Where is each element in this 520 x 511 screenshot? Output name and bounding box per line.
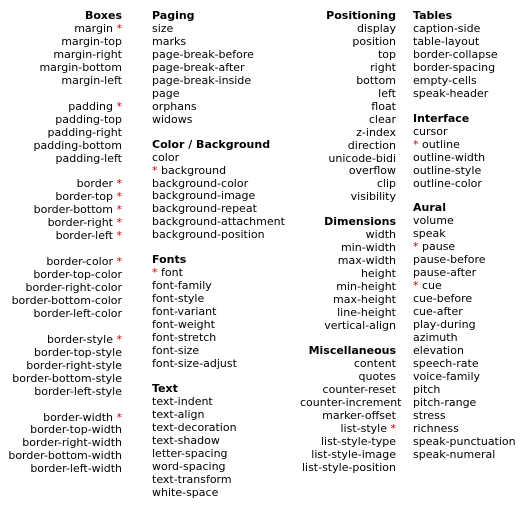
property-name: bottom — [356, 73, 396, 87]
property-name: clip — [376, 177, 396, 191]
shorthand-marker: * — [413, 240, 419, 254]
property-name: margin — [74, 22, 113, 35]
property-name: line-height — [337, 306, 396, 320]
property-name: border-spacing — [413, 60, 496, 74]
property-name: list-style — [340, 421, 387, 435]
property-name: speak-punctuation — [413, 434, 516, 448]
section-heading: Positioning — [326, 9, 396, 22]
property-name: z-index — [356, 125, 396, 139]
property-name: cue — [422, 279, 442, 293]
property-name: border-collapse — [413, 47, 498, 61]
property-name: margin-top — [61, 34, 122, 48]
property-name: cursor — [413, 124, 448, 138]
property-name: border-right — [47, 216, 113, 230]
property-name: clear — [368, 112, 396, 126]
property-name: richness — [413, 421, 459, 435]
property-visibility — [300, 191, 396, 204]
property-name: border-left-color — [33, 306, 122, 320]
property-name: speech-rate — [413, 356, 479, 370]
property-padding-left — [0, 153, 122, 166]
property-name: margin-bottom — [39, 60, 122, 74]
column-paging-color-fonts-text — [152, 9, 302, 500]
section-spacer — [152, 242, 302, 253]
property-name: marker-offset — [322, 408, 396, 422]
section-aural — [413, 201, 520, 461]
property-name: page — [152, 86, 180, 100]
section-heading: Aural — [413, 201, 446, 215]
property-name: background — [161, 163, 227, 177]
shorthand-marker: * — [116, 99, 122, 113]
property-name: background-color — [152, 176, 249, 190]
property-name: counter-increment — [300, 395, 402, 409]
property-name: stress — [413, 408, 446, 422]
property-name: margin-right — [53, 47, 122, 61]
property-name: vertical-align — [324, 319, 396, 333]
property-name: border-width — [43, 410, 113, 424]
section-interface — [413, 112, 520, 191]
property-name: min-height — [336, 280, 396, 294]
property-name: letter-spacing — [152, 446, 228, 460]
property-name: pitch-range — [413, 395, 477, 409]
property-name: max-height — [333, 293, 396, 307]
property-name: border-right-color — [25, 281, 122, 295]
property-name: min-width — [340, 241, 396, 255]
property-name: play-during — [413, 318, 476, 332]
property-name: border-right-style — [26, 358, 122, 372]
property-name: background-image — [152, 189, 256, 203]
property-name: max-width — [337, 254, 396, 268]
property-name: right — [370, 60, 396, 74]
property-name: border-style — [47, 332, 113, 346]
property-white-space — [152, 487, 302, 500]
property-name: quotes — [358, 369, 396, 383]
section-col1-group-5 — [0, 412, 122, 477]
shorthand-marker: * — [116, 177, 122, 191]
section-color-background — [152, 138, 302, 243]
shorthand-marker: * — [413, 279, 419, 293]
property-name: empty-cells — [413, 73, 477, 87]
property-name: cue-before — [413, 292, 473, 306]
property-outline-color — [413, 178, 520, 191]
section-col1-group-3 — [0, 256, 122, 321]
section-col1-group-2 — [0, 178, 122, 243]
property-border-left — [0, 230, 122, 243]
property-background-position — [152, 229, 302, 242]
section-heading: Interface — [413, 111, 470, 125]
property-name: border-bottom — [33, 203, 113, 217]
property-name: padding-bottom — [33, 138, 122, 152]
property-font-size-adjust — [152, 358, 302, 371]
property-name: padding-top — [55, 112, 122, 126]
property-name: color — [152, 150, 180, 164]
property-widows — [152, 114, 302, 127]
property-name: border-left-width — [30, 462, 122, 476]
property-name: padding — [68, 99, 113, 113]
property-name: cue-after — [413, 305, 463, 319]
property-name: font-size-adjust — [152, 356, 237, 370]
property-name: speak-header — [413, 86, 489, 100]
property-margin-left — [0, 75, 122, 88]
property-name: border-top — [55, 190, 113, 204]
property-name: pause — [422, 240, 456, 254]
section-fonts — [152, 253, 302, 371]
section-heading: Paging — [152, 9, 195, 22]
section-miscellaneous — [300, 343, 402, 475]
property-name: background-position — [152, 228, 265, 242]
property-name: word-spacing — [152, 459, 226, 473]
property-name: list-style-type — [320, 434, 396, 448]
property-name: font-stretch — [152, 331, 217, 345]
section-heading: Miscellaneous — [308, 343, 396, 357]
section-heading: Tables — [413, 9, 453, 22]
section-spacer — [413, 101, 520, 112]
section-col1-group-4 — [0, 334, 122, 399]
section-col1-group-1 — [0, 101, 122, 166]
property-name: border-bottom-color — [11, 293, 122, 307]
section-heading: Boxes — [84, 9, 122, 22]
section-spacer — [413, 190, 520, 201]
shorthand-marker: * — [152, 266, 158, 280]
property-name: text-shadow — [152, 433, 220, 447]
property-name: orphans — [152, 99, 197, 113]
property-name: display — [356, 22, 396, 35]
section-heading: Dimensions — [324, 215, 396, 229]
property-name: outline-color — [413, 176, 482, 190]
property-name: pause-before — [413, 253, 486, 267]
property-name: volume — [413, 214, 454, 228]
shorthand-marker: * — [390, 421, 396, 435]
property-name: top — [377, 47, 396, 61]
property-name: border — [76, 177, 113, 191]
property-name: font-family — [152, 279, 212, 293]
property-vertical-align — [300, 320, 396, 333]
property-list-style-position — [300, 462, 396, 475]
section-spacer — [300, 333, 396, 344]
property-name: font-size — [152, 344, 200, 358]
property-name: page-break-inside — [152, 73, 252, 87]
column-tables-interface-aural — [413, 9, 520, 462]
property-name: font-style — [152, 292, 205, 306]
property-name: padding-right — [47, 125, 122, 139]
property-name: padding-left — [55, 151, 122, 165]
property-name: font-variant — [152, 305, 217, 319]
shorthand-marker: * — [413, 137, 419, 151]
property-name: text-decoration — [152, 420, 237, 434]
property-name: outline-style — [413, 163, 482, 177]
property-name: height — [360, 267, 396, 281]
property-name: font-weight — [152, 318, 215, 332]
property-name: elevation — [413, 344, 464, 358]
property-name: border-top-style — [34, 345, 122, 359]
property-name: table-layout — [413, 34, 480, 48]
property-name: border-left — [55, 229, 113, 243]
property-name: border-color — [46, 255, 113, 269]
shorthand-marker: * — [116, 22, 122, 35]
section-heading: Fonts — [152, 253, 187, 267]
property-name: background-attachment — [152, 215, 285, 229]
section-spacer — [300, 204, 396, 215]
property-name: overflow — [348, 164, 396, 178]
property-name: margin-left — [61, 73, 122, 87]
shorthand-marker: * — [116, 410, 122, 424]
section-paging — [152, 9, 302, 127]
shorthand-marker: * — [116, 229, 122, 243]
property-name: unicode-bidi — [328, 151, 396, 165]
property-name: left — [378, 86, 396, 100]
section-spacer — [152, 371, 302, 382]
property-name: counter-reset — [322, 382, 396, 396]
section-boxes — [0, 9, 122, 88]
property-name: list-style-image — [311, 447, 396, 461]
section-text — [152, 382, 302, 500]
section-tables — [413, 9, 520, 101]
property-name: page-break-after — [152, 60, 245, 74]
section-heading: Text — [152, 381, 178, 395]
shorthand-marker: * — [116, 216, 122, 230]
property-name: outline-width — [413, 150, 486, 164]
property-name: pitch — [413, 382, 441, 396]
property-name: visibility — [350, 190, 396, 204]
property-name: caption-side — [413, 22, 481, 35]
column-boxes — [0, 9, 122, 476]
property-name: white-space — [152, 485, 219, 499]
shorthand-marker: * — [116, 255, 122, 269]
property-speak-numeral — [413, 449, 520, 462]
section-heading: Color / Background — [152, 137, 271, 151]
property-name: border-right-width — [22, 436, 122, 450]
property-border-left-color — [0, 308, 122, 321]
property-speak-header — [413, 88, 520, 101]
property-name: background-repeat — [152, 202, 257, 216]
section-positioning — [300, 9, 396, 204]
property-name: marks — [152, 34, 187, 48]
property-name: content — [353, 356, 396, 370]
property-name: text-indent — [152, 394, 213, 408]
property-name: position — [352, 34, 396, 48]
property-name: voice-family — [413, 369, 481, 383]
property-border-left-width — [0, 463, 122, 476]
property-name: border-top-color — [33, 268, 122, 282]
property-name: text-transform — [152, 472, 232, 486]
shorthand-marker: * — [152, 163, 158, 177]
property-name: azimuth — [413, 331, 458, 345]
shorthand-marker: * — [116, 190, 122, 204]
shorthand-marker: * — [116, 203, 122, 217]
section-dimensions — [300, 215, 396, 333]
property-name: border-left-style — [34, 384, 122, 398]
property-name: float — [371, 99, 396, 113]
section-spacer — [152, 127, 302, 138]
property-name: list-style-position — [301, 460, 396, 474]
property-name: outline — [422, 137, 460, 151]
property-name: font — [161, 266, 183, 280]
property-name: speak — [413, 227, 446, 241]
property-name: width — [365, 228, 396, 242]
column-positioning-dimensions-misc — [300, 9, 402, 475]
shorthand-marker: * — [116, 332, 122, 346]
property-border-left-style — [0, 386, 122, 399]
property-name: text-align — [152, 407, 205, 421]
property-name: widows — [152, 112, 193, 126]
property-name: border-top-width — [30, 423, 122, 437]
property-name: size — [152, 22, 174, 35]
property-name: speak-numeral — [413, 447, 496, 461]
property-name: page-break-before — [152, 47, 254, 61]
property-name: pause-after — [413, 266, 477, 280]
property-name: direction — [347, 138, 396, 152]
property-name: border-bottom-style — [12, 371, 122, 385]
property-name: border-bottom-width — [8, 449, 122, 463]
